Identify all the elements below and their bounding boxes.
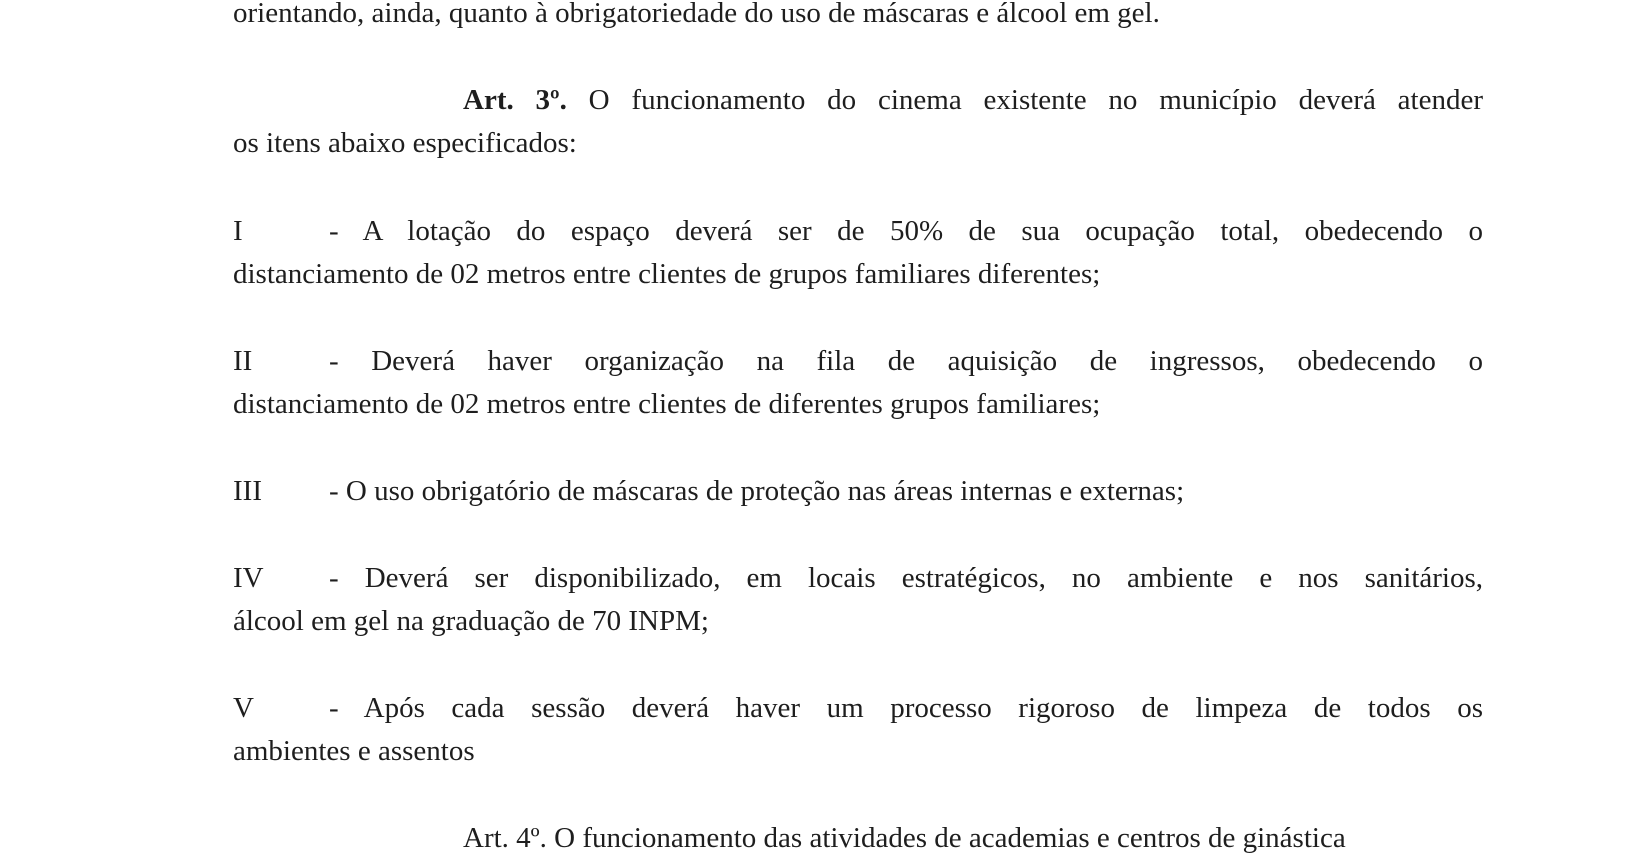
item-i-numeral: I <box>233 215 243 247</box>
item-i-text: - A lotação do espaço deverá ser de 50% de sua ocupação total, obedecendo o <box>329 215 1483 247</box>
item-iv-numeral: IV <box>233 562 264 594</box>
item-i-line1 <box>233 209 1483 253</box>
intro-tail-line: orientando, ainda, quanto à obrigatoriedade do uso de máscaras e álcool em gel. <box>233 0 1160 29</box>
next-article-partial: Art. 4º. O funcionamento das atividades de academias e centros de ginástica <box>463 822 1346 854</box>
item-iv-line2: álcool em gel na graduação de 70 INPM; <box>233 605 709 637</box>
item-iv-line1 <box>233 556 1483 600</box>
article3-text-line1: O funcionamento do cinema existente no município deverá atender <box>588 84 1484 116</box>
item-v-numeral: V <box>233 692 254 724</box>
item-v-text: - Após cada sessão deverá haver um processo rigoroso de limpeza de todos os <box>329 692 1483 724</box>
item-ii-line2: distanciamento de 02 metros entre clientes de diferentes grupos familiares; <box>233 388 1101 420</box>
article3-line2: os itens abaixo especificados: <box>233 127 577 159</box>
item-ii-line1 <box>233 339 1483 383</box>
item-v-line1 <box>233 686 1483 730</box>
article3-label: Art. 3º. <box>463 84 567 116</box>
item-v-line2: ambientes e assentos <box>233 735 475 767</box>
article3-line1 <box>233 78 1483 122</box>
item-ii-numeral: II <box>233 345 253 377</box>
item-i-line2: distanciamento de 02 metros entre clientes de grupos familiares diferentes; <box>233 258 1101 290</box>
item-ii-text: - Deverá haver organização na fila de aquisição de ingressos, obedecendo o <box>329 345 1483 377</box>
item-iii-text: - O uso obrigatório de máscaras de proteção nas áreas internas e externas; <box>329 475 1185 507</box>
item-iii-numeral: III <box>233 475 262 507</box>
item-iii-line1 <box>233 469 1483 513</box>
item-iv-text: - Deverá ser disponibilizado, em locais estratégicos, no ambiente e nos sanitários, <box>329 562 1483 594</box>
